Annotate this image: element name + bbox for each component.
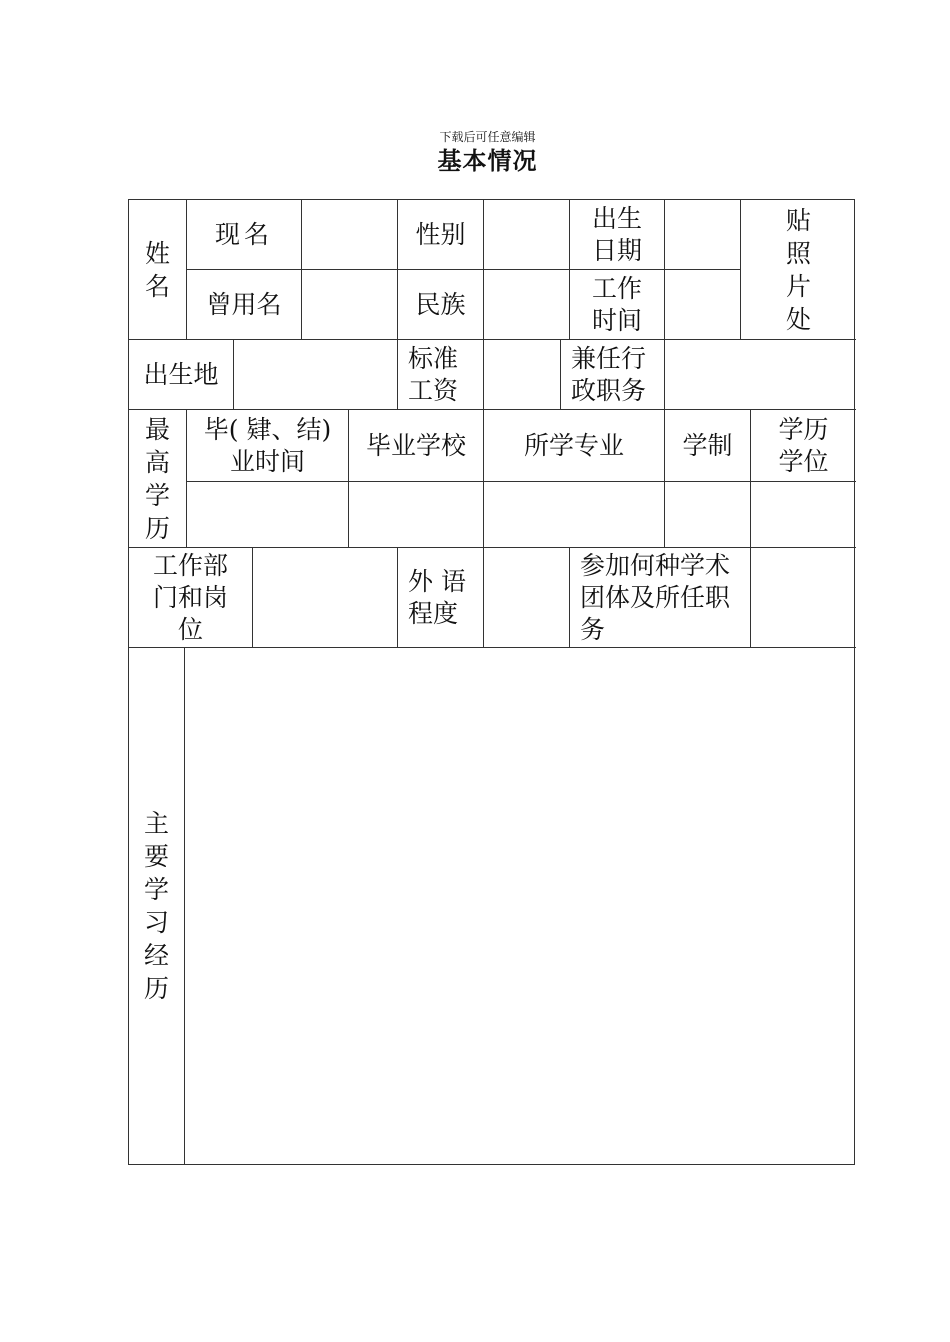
department-field[interactable] <box>253 548 398 648</box>
gender-field[interactable] <box>484 200 570 270</box>
school-field[interactable] <box>349 482 484 548</box>
school-label: 毕业学校 <box>365 430 466 460</box>
ethnicity-label: 民族 <box>415 289 466 319</box>
name-label-cell <box>129 200 187 340</box>
admin-post-label-cell <box>561 340 665 410</box>
birth-date-label-cell <box>570 200 665 270</box>
school-label-cell <box>349 410 484 482</box>
degree-label: 学历学位 <box>778 414 829 476</box>
birth-date-label: 出生日期 <box>591 203 642 265</box>
current-name-label: 现名 <box>214 219 273 249</box>
degree-field[interactable] <box>751 482 856 548</box>
major-label-cell <box>484 410 665 482</box>
work-start-label-cell <box>570 270 665 340</box>
study-history-label: 主要学习经历 <box>143 809 169 1003</box>
academic-groups-label-cell <box>570 548 751 648</box>
admin-post-field[interactable] <box>665 340 856 410</box>
academic-groups-label: 参加何种学术团体及所任职务 <box>580 550 731 644</box>
major-field[interactable] <box>484 482 665 548</box>
gender-label-cell <box>398 200 484 270</box>
study-history-label-cell <box>129 648 185 1164</box>
photo-area[interactable] <box>741 200 856 340</box>
birthplace-field[interactable] <box>234 340 398 410</box>
department-label: 工作部门和岗位 <box>152 550 228 644</box>
ethnicity-field[interactable] <box>484 270 570 340</box>
admin-post-label: 兼任行政职务 <box>571 343 647 405</box>
duration-label: 学制 <box>682 430 733 460</box>
ethnicity-label-cell <box>398 270 484 340</box>
academic-groups-field[interactable] <box>751 548 856 648</box>
page-title: 基本情况 <box>437 147 538 175</box>
name-label: 姓名 <box>144 238 170 301</box>
photo-label: 贴照片处 <box>785 205 811 334</box>
current-name-field[interactable] <box>302 200 398 270</box>
former-name-field[interactable] <box>302 270 398 340</box>
header-note: 下载后可任意编辑 <box>439 130 536 144</box>
graduation-time-label-cell <box>187 410 349 482</box>
highest-edu-label-cell <box>129 410 187 548</box>
work-start-label: 工作时间 <box>591 273 642 335</box>
foreign-lang-label: 外 语程度 <box>408 566 466 628</box>
current-name-label-cell <box>187 200 302 270</box>
graduation-time-label: 毕( 肄、结) 业时间 <box>203 414 332 476</box>
former-name-label: 曾用名 <box>206 289 282 319</box>
highest-edu-label: 最高学历 <box>144 414 170 543</box>
former-name-label-cell <box>187 270 302 340</box>
gender-label: 性别 <box>415 219 466 249</box>
degree-label-cell <box>751 410 856 482</box>
basic-info-form <box>128 199 855 1165</box>
study-history-field[interactable] <box>185 648 856 1164</box>
department-label-cell <box>129 548 253 648</box>
standard-salary-label: 标准工资 <box>408 343 459 405</box>
standard-salary-label-cell <box>398 340 484 410</box>
birthplace-label-cell <box>129 340 234 410</box>
foreign-lang-field[interactable] <box>484 548 570 648</box>
duration-label-cell <box>665 410 751 482</box>
duration-field[interactable] <box>665 482 751 548</box>
work-start-field[interactable] <box>665 270 741 340</box>
standard-salary-field[interactable] <box>484 340 561 410</box>
major-label: 所学专业 <box>523 430 624 460</box>
birthplace-label: 出生地 <box>143 359 219 389</box>
birth-date-field[interactable] <box>665 200 741 270</box>
foreign-lang-label-cell <box>398 548 484 648</box>
graduation-time-field[interactable] <box>187 482 349 548</box>
